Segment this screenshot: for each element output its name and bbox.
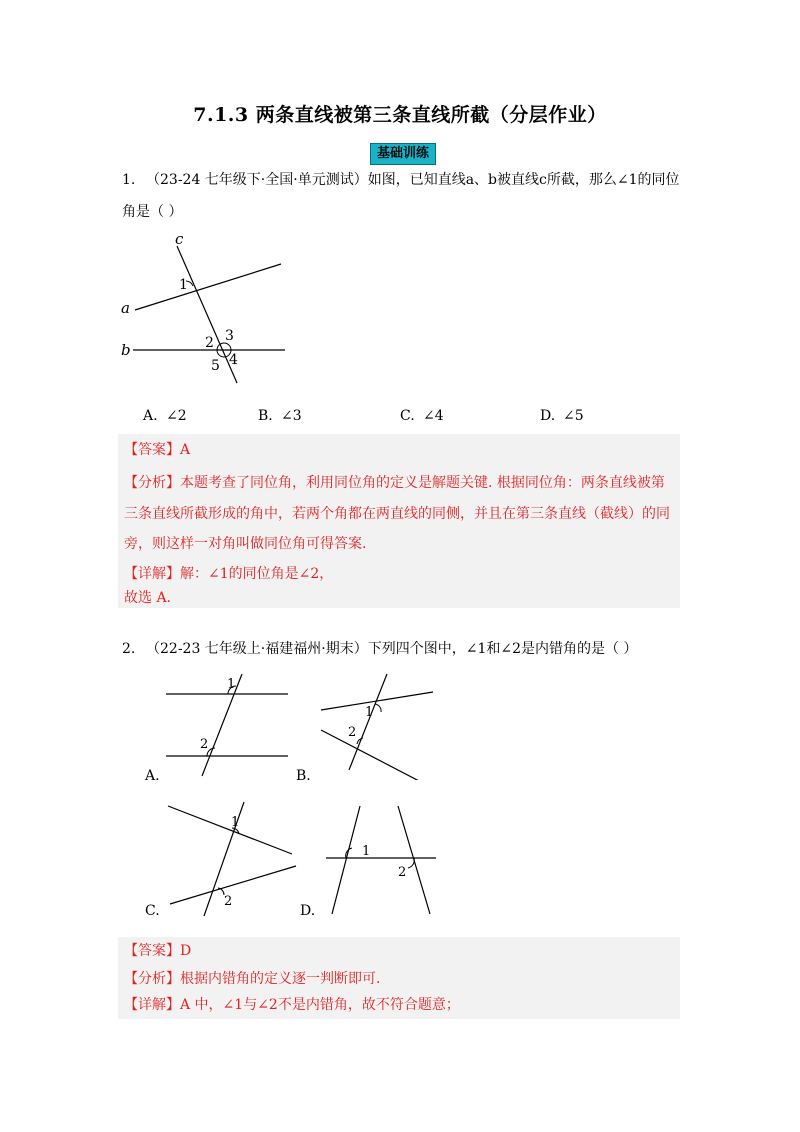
q2-option-d-key: D. xyxy=(300,903,316,919)
q1-analysis-line1: 本题考查了同位角，利用同位角的定义是解题关键. 根据同位角：两条直线被第 xyxy=(180,475,665,491)
label-2: 2 xyxy=(205,335,214,351)
q2-answer: D xyxy=(180,943,192,959)
q2-option-b-key: B. xyxy=(296,768,311,784)
q1-figure xyxy=(115,228,295,388)
q2-option-c-key: C. xyxy=(145,903,160,919)
q1-option-a-key: A. xyxy=(143,408,158,424)
detail-label: 【详解】 xyxy=(124,566,180,582)
q1-text-line1: （23-24 七年级下·全国·单元测试）如图，已知直线a、b被直线c所截，那么∠1的同位 xyxy=(146,172,680,188)
answer-label: 【答案】 xyxy=(124,442,180,458)
q1-detail-line2: 故选 A. xyxy=(124,590,172,606)
q1-text-line2: 角是（ ） xyxy=(122,204,183,220)
q1-option-d: ∠5 xyxy=(563,408,584,424)
q1-analysis-line3: 旁，则这样一对角叫做同位角可得答案. xyxy=(124,536,367,552)
label-3: 3 xyxy=(225,328,234,344)
q2-figure-b xyxy=(315,670,440,780)
q2-figure-d xyxy=(320,798,445,920)
fig-b-label-2: 2 xyxy=(348,725,357,740)
q2-detail: A 中，∠1与∠2不是内错角，故不符合题意； xyxy=(180,997,460,1013)
label-c: c xyxy=(175,230,184,248)
label-b: b xyxy=(121,341,131,359)
q2-figure-c xyxy=(160,798,300,920)
q1-option-c-key: C. xyxy=(400,408,415,424)
q1-option-a: ∠2 xyxy=(166,408,187,424)
fig-c-label-1: 1 xyxy=(231,815,240,830)
q1-answer-box xyxy=(118,434,680,608)
q1-answer: A xyxy=(180,442,191,458)
fig-d-label-2: 2 xyxy=(398,865,407,880)
q1-analysis-line2: 三条直线所截形成的角中，若两个角都在两直线的同侧，并且在第三条直线（截线）的同 xyxy=(124,506,670,522)
fig-a-label-2: 2 xyxy=(200,737,209,752)
label-4: 4 xyxy=(229,352,238,368)
label-a: a xyxy=(121,299,130,317)
fig-b-label-1: 1 xyxy=(365,705,374,720)
answer-label: 【答案】 xyxy=(124,943,180,959)
q1-option-b: ∠3 xyxy=(281,408,302,424)
q2-figure-a xyxy=(160,670,300,780)
analysis-label: 【分析】 xyxy=(124,475,180,491)
q2-answer-box xyxy=(118,937,680,1019)
q1-option-b-key: B. xyxy=(258,408,273,424)
q1-option-d-key: D. xyxy=(540,408,556,424)
fig-d-label-1: 1 xyxy=(362,844,371,859)
line-c xyxy=(177,246,237,383)
label-5: 5 xyxy=(211,358,220,374)
q2-option-a-key: A. xyxy=(145,768,160,784)
detail-label: 【详解】 xyxy=(124,997,180,1013)
label-1: 1 xyxy=(179,277,188,293)
q2-text: （22-23 七年级上·福建福州·期末）下列四个图中，∠1和∠2是内错角的是（ ） xyxy=(146,641,638,657)
q2-number: 2. xyxy=(122,641,136,657)
q1-number: 1. xyxy=(122,172,136,188)
section-tag: 基础训练 xyxy=(370,143,436,165)
fig-a-label-1: 1 xyxy=(227,677,236,692)
fig-c-label-2: 2 xyxy=(224,894,233,909)
analysis-label: 【分析】 xyxy=(124,971,180,987)
page-title: 7.1.3 两条直线被第三条直线所截（分层作业） xyxy=(193,104,607,126)
q1-option-c: ∠4 xyxy=(423,408,444,424)
line-a xyxy=(135,264,281,310)
q1-detail-line1: 解：∠1的同位角是∠2， xyxy=(180,566,334,582)
q2-analysis: 根据内错角的定义逐一判断即可. xyxy=(180,971,381,987)
